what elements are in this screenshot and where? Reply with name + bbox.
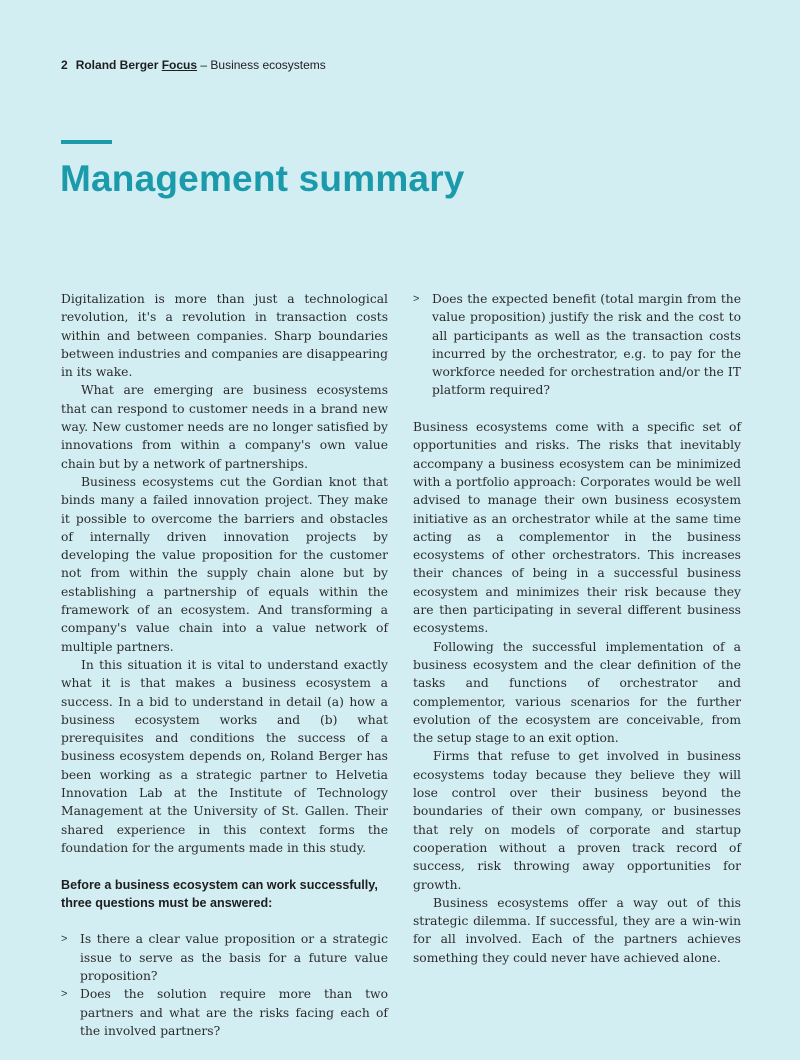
question-text: Does the solution require more than two partners and what are the risks facing each of the involved partners? [80,987,388,1038]
header-topic: – Business ecosystems [200,58,326,72]
body-paragraph: Firms that refuse to get involved in business ecosystems today because they believe they will lose control over their business beyond the boundaries of their own company, or businesses that rely on models of corporate and startup cooperation without a proven track record of success, risk throwing away opportunities for growth. [413,749,741,892]
body-paragraph: Business ecosystems cut the Gordian knot that binds many a failed innovation project. They make it possible to overcome the barriers and obstacles of internally driven innovation projects by developing the value proposition for the customer not from within the supply chain alone but by establishing a partnership of equals within the framework of an ecosystem. And transforming a company's value chain into a value network of multiple partners. [61,474,388,654]
list-item [61,930,388,985]
page-number: 2 [61,58,68,72]
body-paragraph: In this situation it is vital to understand exactly what it is that makes a business ecosystem a success. In a bid to understand in detail (a) how a business ecosystem works and (b) what prerequisites and conditions the success of a business ecosystem depends on, Roland Berger has been working as a strategic partner to Helvetia Innovation Lab at the Institute of Technology Management at the University of St. Gallen. Their shared experience in this context forms the foundation for the arguments made in this study. [61,657,388,855]
question-text: Does the expected benefit (total margin from the value proposition) justify the risk and the cost to all participants as well as the transaction costs incurred by the orchestrator, e.g. to pay for the workforce needed for orchestration and/or the IT platform required? [432,292,741,398]
title-accent-bar [61,140,112,144]
question-text: Is there a clear value proposition or a strategic issue to serve as the basis for a future value proposition? [80,932,388,983]
body-paragraph: Business ecosystems offer a way out of this strategic dilemma. If successful, they are a win-win for all involved. Each of the partners achieves something they could never have achieved alone. [413,895,741,965]
bullet-marker: > [413,293,420,305]
questions-list-continued [413,290,741,400]
page-header [61,58,326,72]
left-column [61,290,388,1040]
list-item [61,985,388,1040]
bullet-marker: > [61,988,68,1001]
body-paragraph: Digitalization is more than just a technological revolution, it's a revolution in transaction costs within and between companies. Sharp boundaries between industries and companies are disappearing in its wake. [61,292,388,380]
body-paragraph: What are emerging are business ecosystems that can respond to customer needs in a brand new way. New customer needs are no longer satisfied by innovations from within a company's own value chain but by a network of partnerships. [61,383,388,471]
list-item [413,290,741,400]
questions-list [61,930,388,1040]
page-title: Management summary [60,158,465,199]
brand-name: Roland Berger [75,58,159,72]
right-column [413,290,741,967]
questions-subheading: Before a business ecosystem can work successfully, three questions must be answered: [61,877,378,910]
bullet-marker: > [61,933,68,946]
series-name: Focus [161,58,198,72]
body-paragraph: Following the successful implementation of a business ecosystem and the clear definition of the tasks and functions of orchestrator and complementor, various scenarios for the further evolution of the ecosystem are conceivable, from the setup stage to an exit option. [413,639,741,746]
body-paragraph: Business ecosystems come with a specific set of opportunities and risks. The risks that inevitably accompany a business ecosystem can be minimized with a portfolio approach: Corporates would be well advised to manage their own business ecosystem initiative as an orchestrator while at the same time acting as a complementor in the business ecosystems of other orchestrators. This increases their chances of being in a successful business ecosystem and minimizes their risk because they are then participating in several different business ecosystems. [413,420,741,636]
